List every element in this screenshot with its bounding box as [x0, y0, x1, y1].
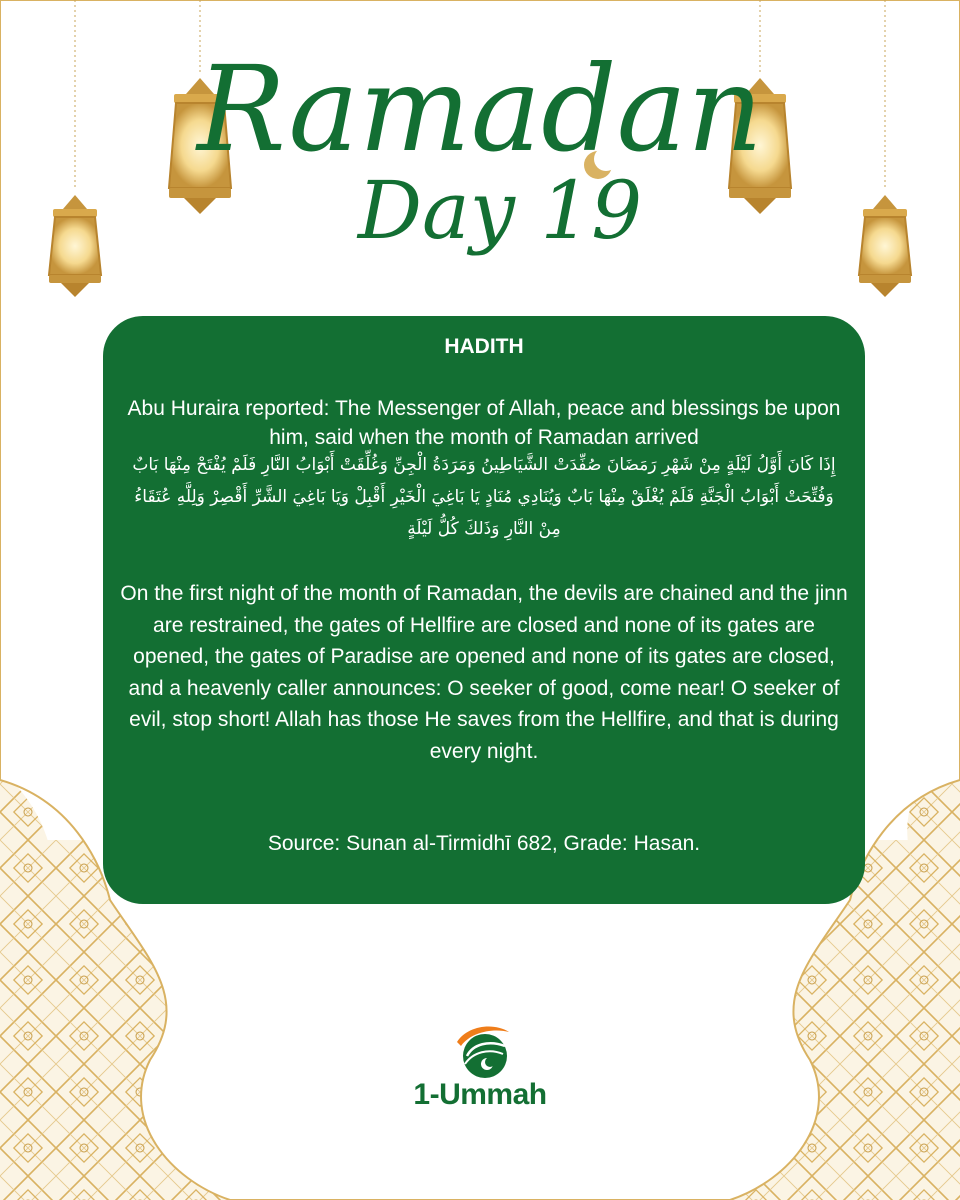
brand-logo	[405, 1016, 555, 1116]
hadith-card	[103, 316, 865, 904]
title-block	[0, 0, 960, 300]
hadith-intro: Abu Huraira reported: The Messenger of Allah, peace and blessings be upon him, said when the month of Ramadan arrived	[127, 397, 841, 449]
logo-text: 1-Ummah	[413, 1078, 547, 1111]
title-ramadan: Ramadan	[196, 40, 764, 178]
card-heading: HADITH	[444, 335, 524, 358]
hadith-source: Source: Sunan al-Tirmidhī 682, Grade: Hasan.	[267, 832, 701, 855]
hadith-arabic: إِذَا كَانَ أَوَّلُ لَيْلَةٍ مِنْ شَهْرِ رَمَضَانَ صُفِّدَتْ الشَّيَاطِينُ وَمَرَدَةُ الْجِنِّ وَغُلِّقَتْ أَبْوَابُ النَّارِ فَلَمْ يُفْتَحْ مِنْهَا بَابٌ وَفُتِّحَتْ أَبْوَابُ الْجَنَّةِ فَلَمْ يُغْلَقْ مِنْهَا بَابٌ وَيُنَادِي مُنَادٍ يَا بَاغِيَ الْخَيْرِ أَقْبِلْ وَيَا بَاغِيَ الشَّرِّ أَقْصِرْ وَلِلَّهِ عُتَقَاءُ مِنْ النَّارِ وَذَلكَ كُلُّ لَيْلَةٍ	[132, 455, 836, 539]
title-day: Day 19	[357, 164, 643, 257]
hadith-translation: On the first night of the month of Ramadan, the devils are chained and the jinn are restrained, the gates of Hellfire are closed and none of its gates are opened, the gates of Paradise are opened and none of its gates are closed, and a heavenly caller announces: O seeker of good, come near! O seeker of evil, stop short! Allah has those He saves from the Hellfire, and that is during every night.	[120, 582, 848, 763]
crescent-logo-icon	[453, 1020, 513, 1080]
